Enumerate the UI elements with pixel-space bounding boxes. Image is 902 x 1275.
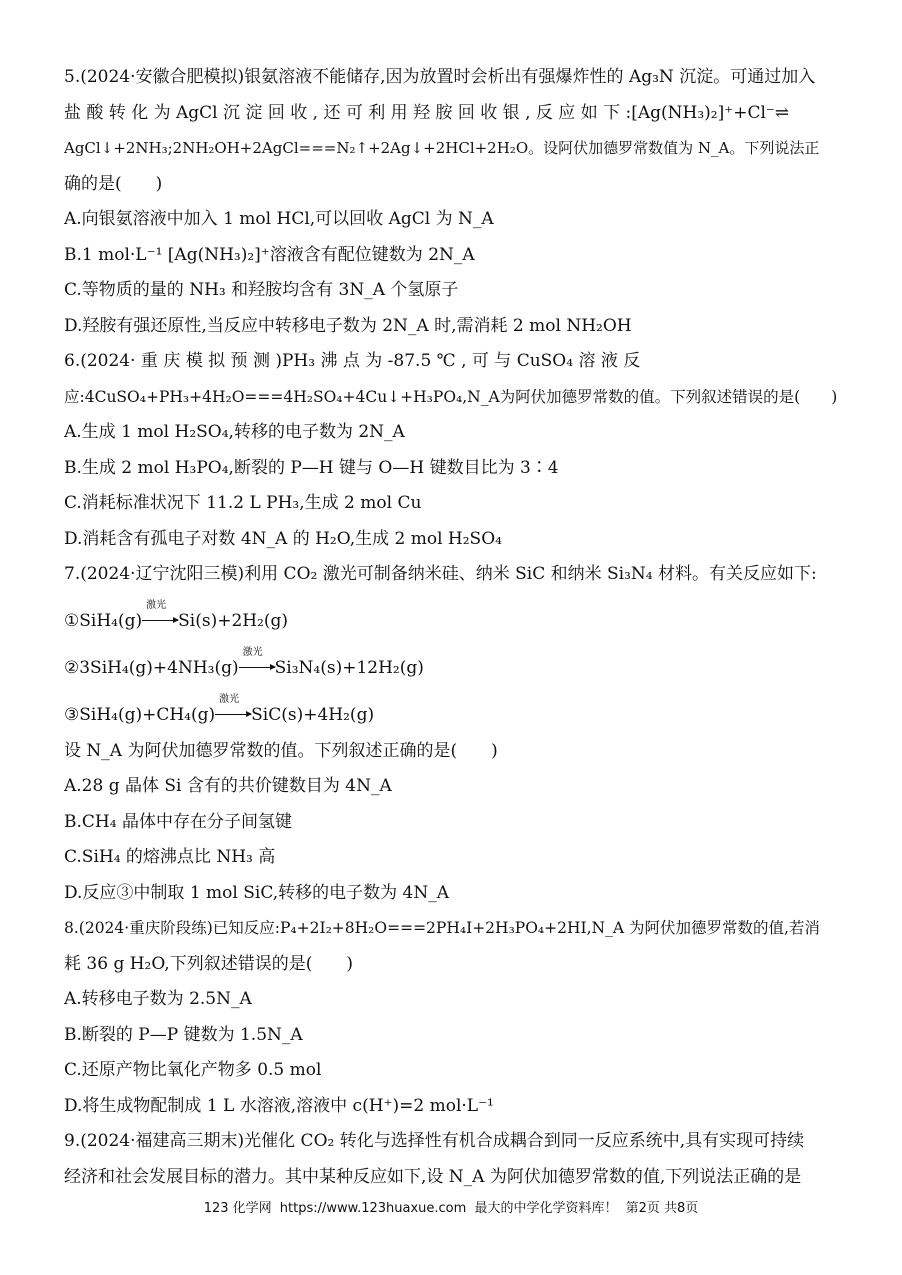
footer-site: 123 化学网 — [203, 1201, 272, 1216]
option-a: A.向银氨溶液中加入 1 mol HCl,可以回收 AgCl 为 N_A — [64, 209, 494, 229]
equation-right: SiC(s)+4H₂(g) — [251, 704, 375, 725]
text-line: 应:4CuSO₄+PH₃+4H₂O===4H₂SO₄+4Cu↓+H₃PO₄,N_A为阿伏加德罗常数的值。下列叙述错误的是( ) — [64, 387, 838, 406]
text-line: 确的是( ) — [64, 173, 163, 194]
footer-url[interactable]: https://www.123huaxue.com — [279, 1201, 467, 1216]
footer-page-number: 第2页 共8页 — [625, 1201, 699, 1216]
option-b: B.CH₄ 晶体中存在分子间氢键 — [64, 811, 292, 832]
text-line: 经济和社会发展目标的潜力。其中某种反应如下,设 N_A 为阿伏加德罗常数的值,下列说法正确的是 — [64, 1166, 802, 1187]
option-a: A.生成 1 mol H₂SO₄,转移的电子数为 2N_A — [64, 422, 405, 442]
option-d: D.消耗含有孤电子对数 4N_A 的 H₂O,生成 2 mol H₂SO₄ — [64, 528, 502, 549]
option-c: C.等物质的量的 NH₃ 和羟胺均含有 3N_A 个氢原子 — [64, 280, 459, 300]
text-line: 8.(2024·重庆阶段练)已知反应:P₄+2I₂+8H₂O===2PH₄I+2H₃PO₄+2HI,N_A 为阿伏加德罗常数的值,若消 — [64, 919, 820, 937]
reaction-arrow-icon — [215, 694, 251, 720]
page-footer — [0, 1197, 902, 1216]
option-c: C.还原产物比氧化产物多 0.5 mol — [64, 1060, 322, 1080]
option-b: B.生成 2 mol H₃PO₄,断裂的 P—H 键与 O—H 键数目比为 3∶4 — [64, 457, 559, 478]
equation-1 — [64, 593, 840, 640]
text-line: 盐 酸 转 化 为 AgCl 沉 淀 回 收 , 还 可 利 用 羟 胺 回 收 银 , 反 应 如 下 :[Ag(NH₃)₂]⁺+Cl⁻⇌ — [64, 102, 790, 123]
equation-left: ②3SiH₄(g)+4NH₃(g) — [64, 657, 239, 678]
option-b: B.1 mol·L⁻¹ [Ag(NH₃)₂]⁺溶液含有配位键数为 2N_A — [64, 244, 475, 265]
arrow-condition: 激光 — [219, 694, 240, 705]
text-line: 耗 36 g H₂O,下列叙述错误的是( ) — [64, 953, 353, 974]
text-line: AgCl↓+2NH₃;2NH₂OH+2AgCl===N₂↑+2Ag↓+2HCl+2H₂O。设阿伏加德罗常数值为 N_A。下列说法正 — [64, 139, 820, 157]
equation-right: Si₃N₄(s)+12H₂(g) — [274, 657, 424, 678]
footer-slogan: 最大的中学化学资料库！ — [474, 1201, 618, 1216]
question-body — [64, 60, 840, 1195]
arrow-condition: 激光 — [146, 600, 167, 611]
equation-left: ③SiH₄(g)+CH₄(g) — [64, 704, 216, 725]
equation-2 — [64, 640, 840, 687]
equation-right: Si(s)+2H₂(g) — [178, 610, 289, 631]
option-a: A.28 g 晶体 Si 含有的共价键数目为 4N_A — [64, 776, 392, 796]
reaction-arrow-icon — [239, 647, 275, 673]
option-d: D.将生成物配制成 1 L 水溶液,溶液中 c(H⁺)=2 mol·L⁻¹ — [64, 1095, 494, 1116]
arrow-condition: 激光 — [242, 647, 263, 658]
option-d: D.反应③中制取 1 mol SiC,转移的电子数为 4N_A — [64, 882, 450, 903]
text-line: 5.(2024·安徽合肥模拟)银氨溶液不能储存,因为放置时会析出有强爆炸性的 Ag₃N 沉淀。可通过加入 — [64, 67, 816, 87]
option-c: C.SiH₄ 的熔沸点比 NH₃ 高 — [64, 847, 276, 867]
option-a: A.转移电子数为 2.5N_A — [64, 989, 252, 1009]
text-line: 6.(2024· 重 庆 模 拟 预 测 )PH₃ 沸 点 为 -87.5 ℃ , 可 与 CuSO₄ 溶 液 反 — [64, 351, 641, 371]
equation-3 — [64, 687, 840, 734]
option-d: D.羟胺有强还原性,当反应中转移电子数为 2N_A 时,需消耗 2 mol NH₂OH — [64, 315, 632, 336]
text-line: 7.(2024·辽宁沈阳三模)利用 CO₂ 激光可制备纳米硅、纳米 SiC 和纳米 Si₃N₄ 材料。有关反应如下: — [64, 564, 817, 584]
option-c: C.消耗标准状况下 11.2 L PH₃,生成 2 mol Cu — [64, 493, 422, 513]
option-b: B.断裂的 P—P 键数为 1.5N_A — [64, 1024, 303, 1045]
text-line: 9.(2024·福建高三期末)光催化 CO₂ 转化与选择性有机合成耦合到同一反应系统中,具有实现可持续 — [64, 1131, 805, 1151]
text-line: 设 N_A 为阿伏加德罗常数的值。下列叙述正确的是( ) — [64, 740, 498, 761]
equation-left: ①SiH₄(g) — [64, 610, 143, 631]
reaction-arrow-icon — [142, 600, 178, 626]
